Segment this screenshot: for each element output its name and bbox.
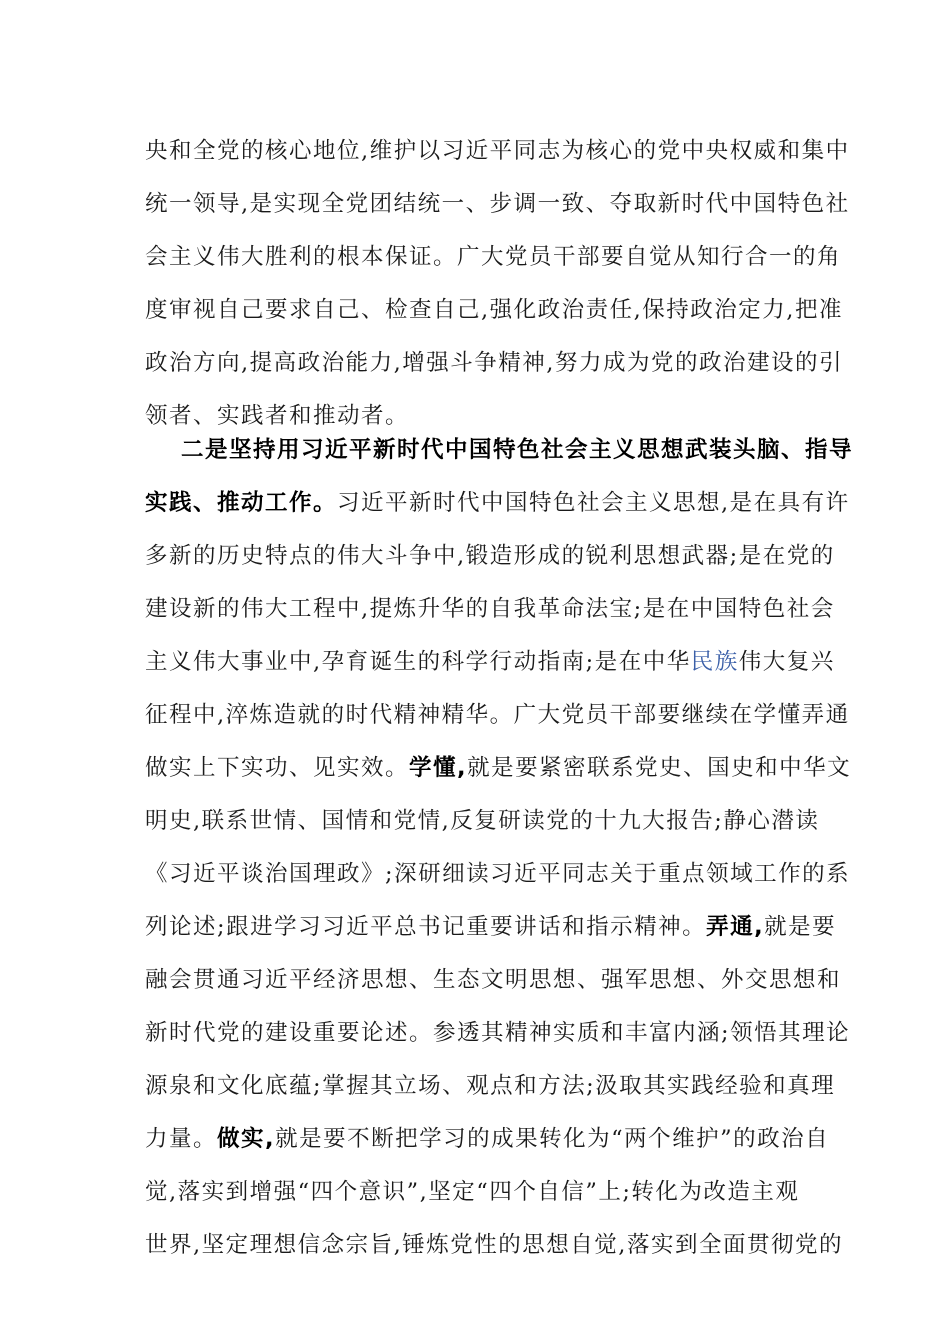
text-line: 建设新的伟大工程中,提炼升华的自我革命法宝;是在中国特色社会	[145, 596, 835, 622]
text-line: 多新的历史特点的伟大斗争中,锻造形成的锐利思想武器;是在党的	[145, 543, 835, 569]
text-line: 明史,联系世情、国情和党情,反复研读党的十九大报告;静心潜读	[145, 808, 820, 834]
text-line: 新时代党的建设重要论述。参透其精神实质和丰富内涵;领悟其理论	[145, 1020, 851, 1046]
keyword-xuedong: 学懂,	[409, 755, 468, 781]
text-line: 征程中,淬炼造就的时代精神精华。广大党员干部要继续在学懂弄通	[145, 702, 850, 728]
text-span: 习近平新时代中国特色社会主义思想,是在具有许	[337, 490, 850, 516]
section-heading-tail: 实践、推动工作。	[145, 490, 338, 516]
text-span: 就是要	[764, 914, 837, 940]
text-line: 源泉和文化底蕴;掌握其立场、观点和方法;汲取其实践经验和真理	[145, 1073, 836, 1099]
text-line	[145, 901, 837, 954]
text-line: 会主义伟大胜利的根本保证。广大党员干部要自觉从知行合一的角	[145, 244, 842, 270]
text-line: 融会贯通习近平经济思想、生态文明思想、强军思想、外交思想和	[145, 967, 842, 993]
text-line	[145, 742, 852, 795]
keyword-nongtong: 弄通,	[706, 914, 765, 940]
text-line: 世界,坚定理想信念宗旨,锤炼党性的思想自觉,落实到全面贯彻党的	[145, 1232, 843, 1258]
text-line	[145, 477, 850, 530]
paragraph-thought-guidance	[145, 424, 854, 1272]
text-span: 做实上下实功、见实效。	[145, 755, 410, 781]
section-heading-line: 二是坚持用习近平新时代中国特色社会主义思想武装头脑、指导	[181, 437, 854, 463]
text-line: 领者、实践者和推动者。	[145, 403, 410, 429]
text-span: 力量。	[145, 1126, 218, 1152]
text-line: 觉,落实到增强“四个意识”,坚定“四个自信”上;转化为改造主观	[145, 1179, 800, 1205]
text-line: 统一领导,是实现全党团结统一、步调一致、夺取新时代中国特色社	[145, 191, 850, 217]
keyword-zuoshi: 做实,	[217, 1126, 276, 1152]
text-line	[145, 636, 835, 689]
text-span: 列论述;跟进学习习近平总书记重要讲话和指示精神。	[145, 914, 707, 940]
text-line: 度审视自己要求自己、检查自己,强化政治责任,保持政治定力,把准	[145, 297, 843, 323]
text-line	[145, 1113, 830, 1166]
text-span: 伟大复兴	[738, 649, 835, 675]
text-span: 就是要紧密联系党史、国史和中华文	[467, 755, 852, 781]
hyperlink-minzu[interactable]: 民族	[690, 649, 739, 675]
text-line: 央和全党的核心地位,维护以习近平同志为核心的党中央权威和集中	[145, 138, 850, 164]
paragraph-party-leadership	[145, 125, 850, 443]
text-span: 主义伟大事业中,孕育诞生的科学行动指南;是在中华	[145, 649, 691, 675]
text-line: 《习近平谈治国理政》;深研细读习近平同志关于重点领域工作的系	[145, 861, 851, 887]
text-line: 政治方向,提高政治能力,增强斗争精神,努力成为党的政治建设的引	[145, 350, 843, 376]
text-span: 就是要不断把学习的成果转化为“两个维护”的政治自	[275, 1126, 830, 1152]
